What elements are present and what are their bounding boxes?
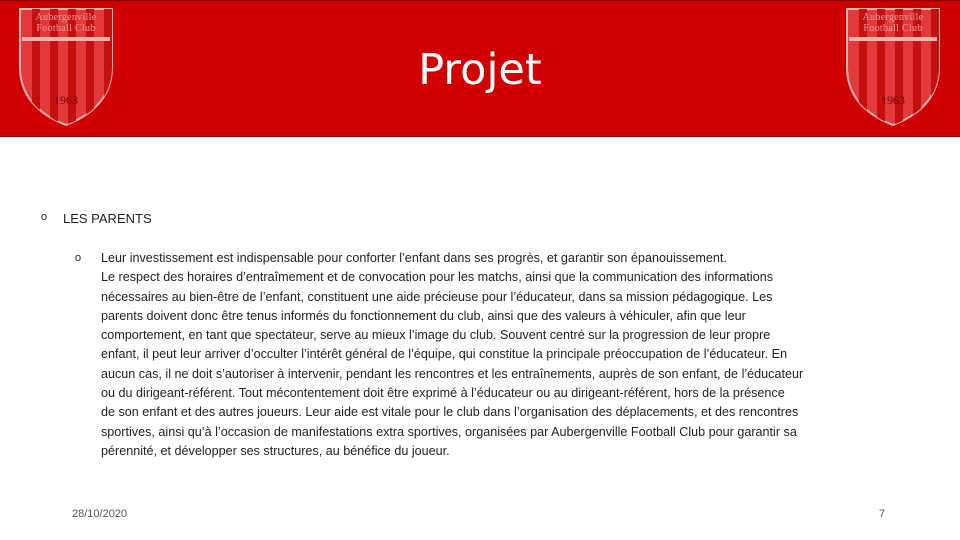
bullet-marker-icon: o [75,252,82,264]
paragraph-line: de son enfant et des autres joueurs. Leur aide est vitale pour le club dans l’organisation des déplacements, et des rencontres [101,405,799,420]
page-title: Projet [418,45,542,95]
paragraph-line: sportives, ainsi qu’à l’occasion de manifestations extra sportives, organisées par Aubergenville Football Club pour garantir sa [101,424,797,439]
crest-year: 1963 [54,93,78,107]
bullet-marker-icon: o [41,211,48,223]
paragraph-line: Le respect des horaires d’entraîmement et de convocation pour les matchs, ainsi que la communication des informations [101,270,774,285]
paragraph-line: comportement, en tant que spectateur, serve au mieux l’image du club. Souvent centré sur la progression de leur propre [101,328,771,343]
paragraph-line: aucun cas, il ne doit s’autoriser à intervenir, pendant les rencontres et les entraînements, auprès de son enfant, de l’éducateur [101,366,804,381]
crest-club-name: Aubergenville Football Club [862,12,924,34]
page-number: 7 [879,508,886,520]
paragraph-line: pérennité, et développer ses structures, au bénéfice du joueur. [101,443,450,458]
body-paragraph [101,249,929,461]
crest-year: 1963 [881,93,905,107]
paragraph-line: Leur investissement est indispensable pour conforter l’enfant dans ses progrès, et garantir son épanouissement. [101,251,727,265]
header-banner [0,0,960,137]
paragraph-line: enfant, il peut leur arriver d’occulter l’intérêt général de l’équipe, qui constitue la principale préoccupation de l’éducateur. En [101,347,788,362]
paragraph-line: nécessaires au bien-être de l’enfant, constituent une aide précieuse pour l’éducateur, dans sa mission pédagogique. Les [101,289,773,304]
club-crest-right [845,7,941,127]
crest-club-name: Aubergenville Football Club [35,12,97,34]
paragraph-line: parents doivent donc être tenus informés du fonctionnement du club, ainsi que des valeurs à véhiculer, afin que leur [101,308,746,323]
paragraph-line: ou du dirigeant-référent. Tout mécontentement doit être exprimé à l’éducateur ou au dirigeant-référent, hors de la présence [101,386,785,401]
footer-date: 28/10/2020 [72,508,128,520]
section-heading: LES PARENTS [63,211,152,226]
